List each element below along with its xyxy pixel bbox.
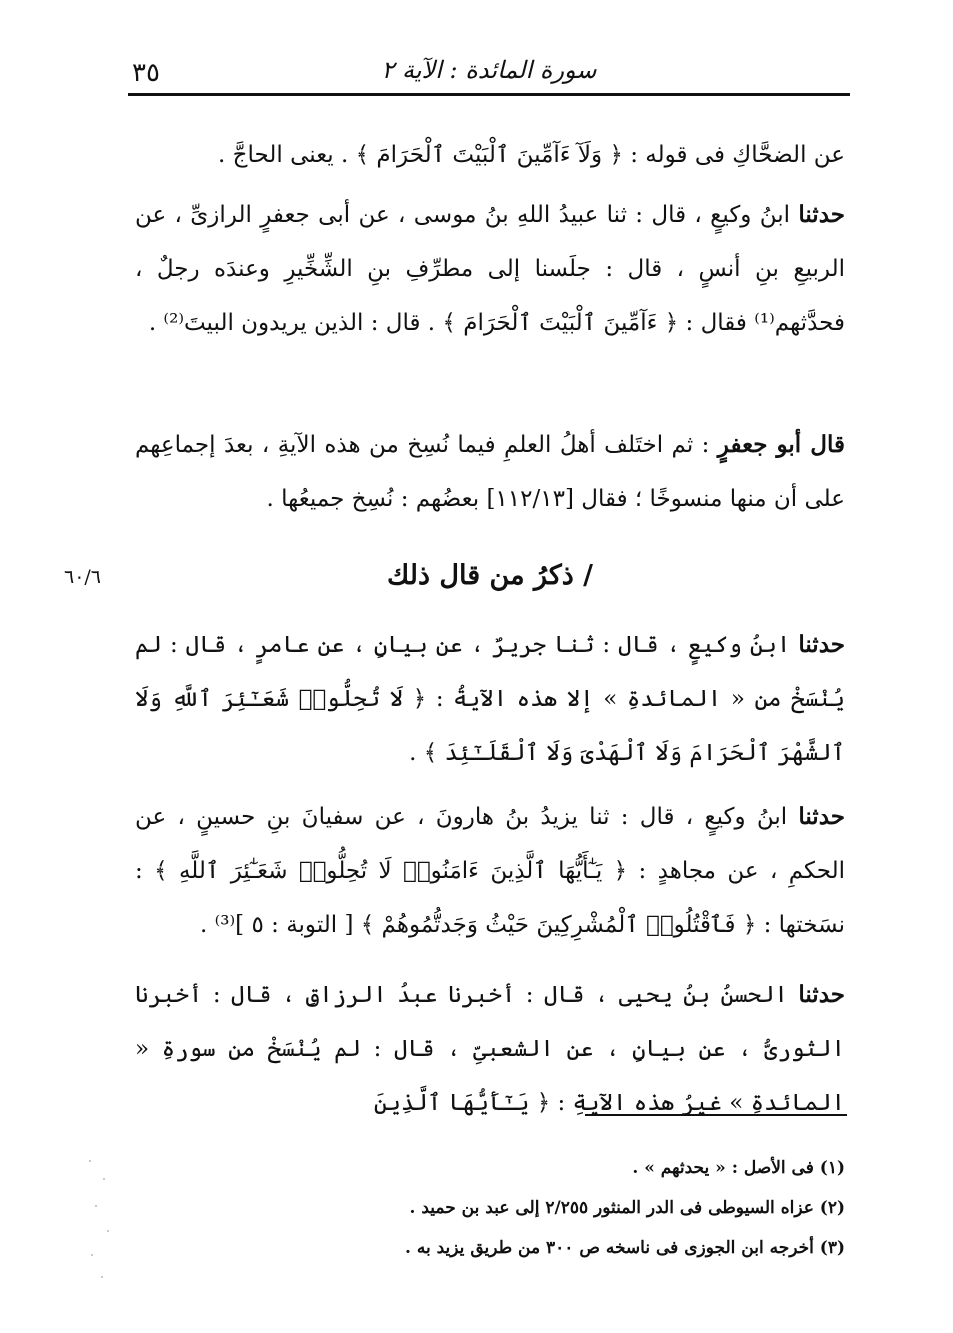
paragraph-lead: حدثنا bbox=[798, 201, 845, 228]
margin-reference: ٦٠/٦ bbox=[64, 566, 102, 588]
running-title: سورة المائدة : الآية ٢ bbox=[381, 56, 597, 84]
paragraph-lead: قال أبو جعفرٍ bbox=[717, 431, 845, 458]
scan-specks bbox=[85, 1150, 115, 1290]
paragraph-lead: حدثنا bbox=[798, 803, 845, 830]
paragraph-6 bbox=[135, 968, 845, 1130]
section-heading: / ذكرُ من قال ذلك bbox=[386, 560, 593, 591]
paragraph-text: : ثم اختَلف أهلُ العلمِ فيما نُسِخ من هذه الآيةِ ، بعدَ إجماعِهم على أن منها منسوخًا ؛ فقال [١١٢/١٣] بعضُهم : نُسِخ جميعُها . bbox=[135, 432, 845, 512]
page-number: ٣٥ bbox=[132, 58, 160, 88]
paragraph-1 bbox=[135, 128, 845, 182]
paragraph-4 bbox=[135, 618, 845, 780]
paragraph-text: عن الضحَّاكِ فى قوله : ﴿ وَلَآ ءَآمِّينَ ٱلْبَيْتَ ٱلْحَرَامَ ﴾ . يعنى الحاجَّ . bbox=[218, 142, 845, 168]
footnote-2: (٢) عزاه السيوطى فى الدر المنثور ٢/٢٥٥ إلى عبد بن حميد . bbox=[409, 1198, 845, 1218]
paragraph-text: ابنُ وكيعٍ ، قال : ثنا عبيدُ اللهِ بنُ موسى ، عن أبى جعفرٍ الرازىِّ ، عن الربيعِ بنِ أنسٍ ، قال : جلَسنا إلى مطرِّفِ بنِ الشِّخِّيرِ وعندَه رجلٌ ، فحدَّثهم⁽¹⁾ فقال : ﴿ ءَآمِّينَ ٱلْبَيْتَ ٱلْحَرَامَ ﴾ . قال : الذين يريدون البيتَ⁽²⁾ . bbox=[135, 202, 845, 336]
footnotes bbox=[300, 1148, 845, 1268]
footnote-divider bbox=[585, 1114, 847, 1116]
footnote-3: (٣) أخرجه ابن الجوزى فى ناسخه ص ٣٠٠ من طريق يزيد به . bbox=[405, 1238, 845, 1258]
paragraph-3 bbox=[135, 418, 845, 526]
footnote-1: (١) فى الأصل : « يحدثهم » . bbox=[632, 1158, 845, 1178]
paragraph-lead: حدثنا bbox=[798, 631, 845, 658]
paragraph-5 bbox=[135, 790, 845, 952]
paragraph-lead: حدثنا bbox=[798, 981, 845, 1008]
paragraph-2 bbox=[135, 188, 845, 350]
page-header bbox=[128, 50, 850, 96]
paragraph-text: ابنُ وكيعٍ ، قال : ثنا جريرٌ ، عن بيانٍ ، عن عامرٍ ، قال : لم يُنْسَخْ من « المائدةِ » إلا هذه الآيةُ : ﴿ لَا تُحِلُّوا۟ شَعَـٰٓئِرَ ٱللَّهِ وَلَا ٱلشَّهْرَ ٱلْحَرَامَ وَلَا ٱلْهَدْىَ وَلَا ٱلْقَلَـٰٓئِدَ ﴾ . bbox=[135, 632, 845, 766]
paragraph-text: ابنُ وكيعٍ ، قال : ثنا يزيدُ بنُ هارونَ ، عن سفيانَ بنِ حسينٍ ، عن الحكمِ ، عن مجاهدٍ : ﴿ يَـٰٓأَيُّهَا ٱلَّذِينَ ءَامَنُوا۟ لَا تُحِلُّوا۟ شَعَـٰٓئِرَ ٱللَّهِ ﴾ : نسَختها : ﴿ فَٱقْتُلُوا۟ ٱلْمُشْرِكِينَ حَيْثُ وَجَدتُّمُوهُمْ ﴾ [ التوبة : ٥ ]⁽³⁾ . bbox=[135, 804, 845, 938]
paragraph-text: الحسنُ بنُ يحيى ، قال : أخبرنا عبدُ الرزاقِ ، قال : أخبرنا الثورىُّ ، عن بيانٍ ، عن الشعبىِّ ، قال : لم يُنْسَخْ من سورةِ « المائدةِ » غيرُ هذه الآيةِ : ﴿ يَـٰٓأَيُّهَا ٱلَّذِينَ bbox=[135, 982, 845, 1116]
